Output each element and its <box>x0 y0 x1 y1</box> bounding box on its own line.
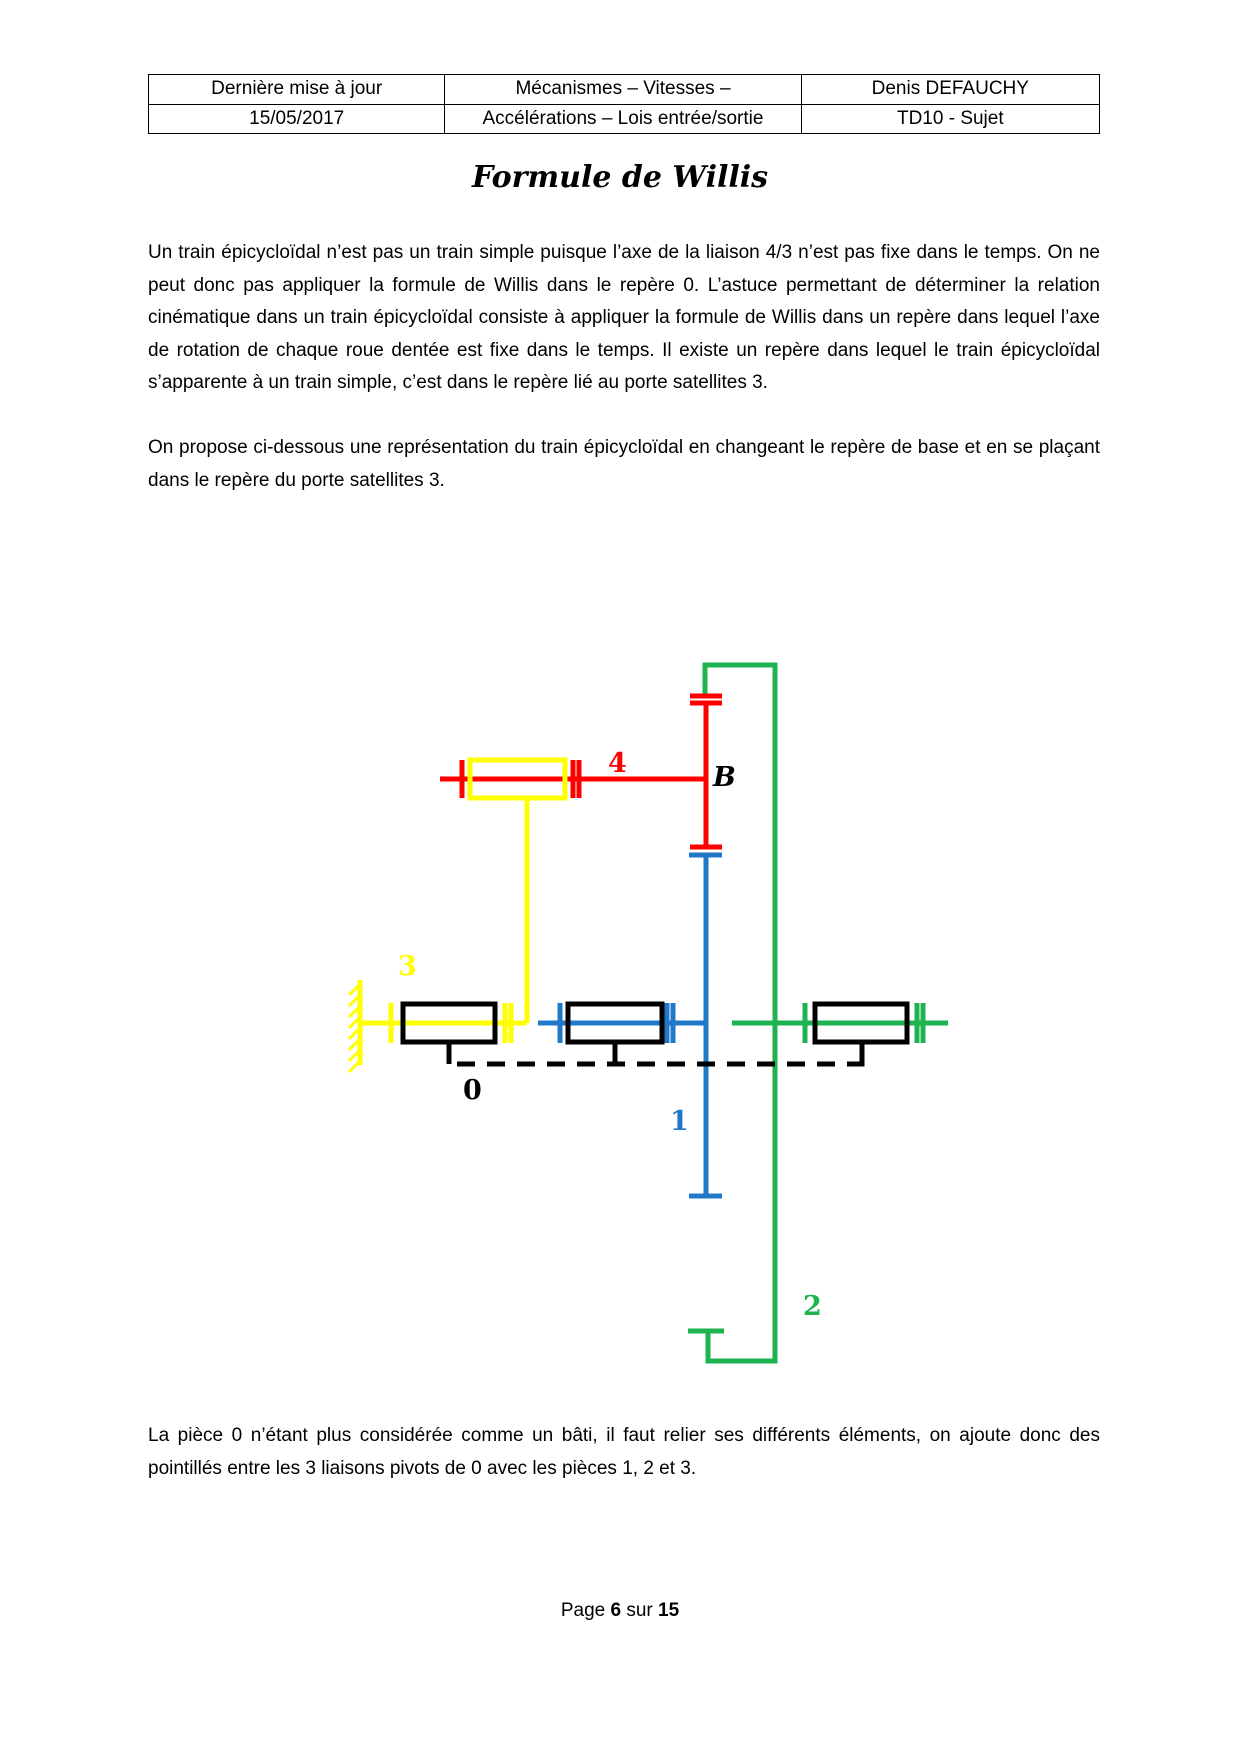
label-point-b: B <box>713 762 736 793</box>
footer-page-number: 6 <box>610 1600 622 1621</box>
paragraph-proposal: On propose ci-dessous une représentation du train épicycloïdal en changeant le repère de base et en se plaçant dans le repère du porte satellites 3. <box>148 437 1100 491</box>
label-part4: 4 <box>608 748 627 779</box>
paragraph-dotted-lines: La pièce 0 n’étant plus considérée comme un bâti, il faut relier ses différents éléments, on ajoute donc des pointillés entre les 3 liaisons pivots de 0 avec les pièces 1, 2 et 3. <box>148 1425 1100 1479</box>
part3-planet-carrier <box>349 760 565 1072</box>
part0-frame <box>403 1004 907 1064</box>
last-update-label: Dernière mise à jour <box>149 75 445 105</box>
label-part0: 0 <box>463 1075 482 1106</box>
footer-page-total: 15 <box>658 1600 680 1621</box>
footer-sep: sur <box>626 1600 653 1621</box>
part4-planet <box>440 696 722 847</box>
subject-line1: Mécanismes – Vitesses – <box>445 75 801 105</box>
page-footer <box>0 1600 1240 1622</box>
author: Denis DEFAUCHY <box>801 75 1099 105</box>
label-part2: 2 <box>803 1291 822 1322</box>
update-date: 15/05/2017 <box>149 104 445 134</box>
label-part1: 1 <box>670 1106 689 1137</box>
label-part3: 3 <box>398 951 417 982</box>
paragraph-intro: Un train épicycloïdal n’est pas un train simple puisque l’axe de la liaison 4/3 n’est pas fixe dans le temps. On ne peut donc pas appliquer la formule de Willis dans le repère 0. L’astuce permettant de déterminer la relation cinématique dans un train épicycloïdal consiste à appliquer la formule de Willis dans un repère dans lequel l’axe de rotation de chaque roue dentée est fixe dans le temps. Il existe un repère dans lequel le train épicycloïdal s’apparente à un train simple, c’est dans le repère lié au porte satellites 3. <box>148 242 1100 393</box>
doc-id: TD10 - Sujet <box>801 104 1099 134</box>
footer-page-prefix: Page <box>560 1600 606 1621</box>
page-title: Formule de Willis <box>471 160 769 195</box>
subject-line2: Accélérations – Lois entrée/sortie <box>445 104 801 134</box>
